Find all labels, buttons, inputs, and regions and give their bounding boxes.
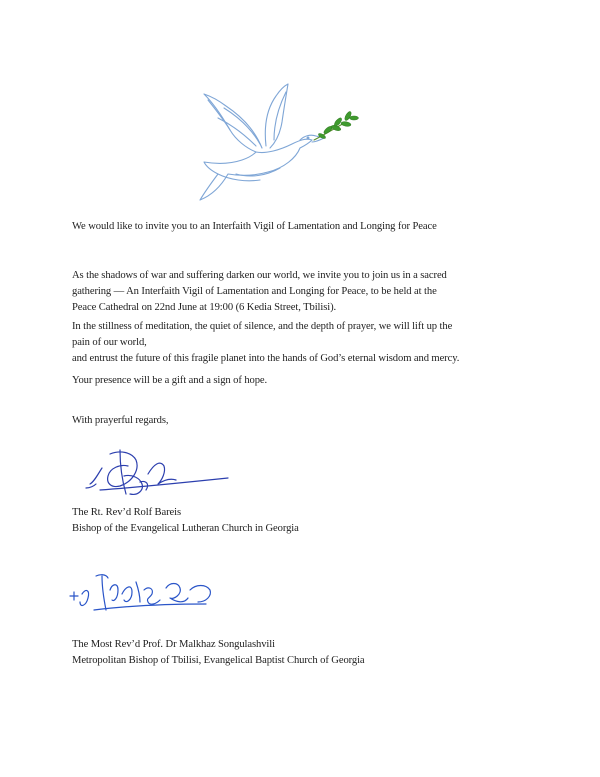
signature-bareis	[80, 444, 230, 508]
paragraph-line: Your presence will be a gift and a sign of hope.	[72, 375, 268, 386]
signatory-name: The Rt. Rev’d Rolf Bareis	[72, 507, 182, 518]
paragraph-invitation	[72, 268, 542, 315]
signatory-title: Metropolitan Bishop of Tbilisi, Evangelical Baptist Church of Georgia	[72, 654, 365, 666]
signatory-name: The Most Rev’d Prof. Dr Malkhaz Songulashvili	[72, 639, 275, 650]
signatory-bareis	[72, 505, 542, 537]
paragraph-line: and entrust the future of this fragile planet into the hands of God’s eternal wisdom and mercy.	[72, 352, 460, 364]
signatory-songulashvili	[72, 637, 542, 669]
closing-line: With prayerful regards,	[72, 415, 169, 426]
paragraph-line: As the shadows of war and suffering darken our world, we invite you to join us in a sacred	[72, 270, 447, 281]
closing-salutation	[72, 413, 542, 429]
dove-illustration	[196, 78, 364, 202]
paragraph-line: Peace Cathedral on 22nd June at 19:00 (6 Kedia Street, Tbilisi).	[72, 301, 337, 313]
paragraph-line: gathering — An Interfaith Vigil of Lamentation and Longing for Peace, to be held at the	[72, 285, 437, 297]
paragraph-line: pain of our world,	[72, 336, 147, 348]
signature-songulashvili	[66, 570, 216, 616]
paragraph-line: In the stillness of meditation, the quiet of silence, and the depth of prayer, we will lift up the	[72, 321, 453, 332]
invitation-heading	[72, 219, 542, 235]
signatory-title: Bishop of the Evangelical Lutheran Church in Georgia	[72, 522, 299, 534]
paragraph-prayer	[72, 319, 542, 366]
intro-line: We would like to invite you to an Interfaith Vigil of Lamentation and Longing for Peace	[72, 221, 437, 232]
paragraph-presence	[72, 373, 542, 389]
